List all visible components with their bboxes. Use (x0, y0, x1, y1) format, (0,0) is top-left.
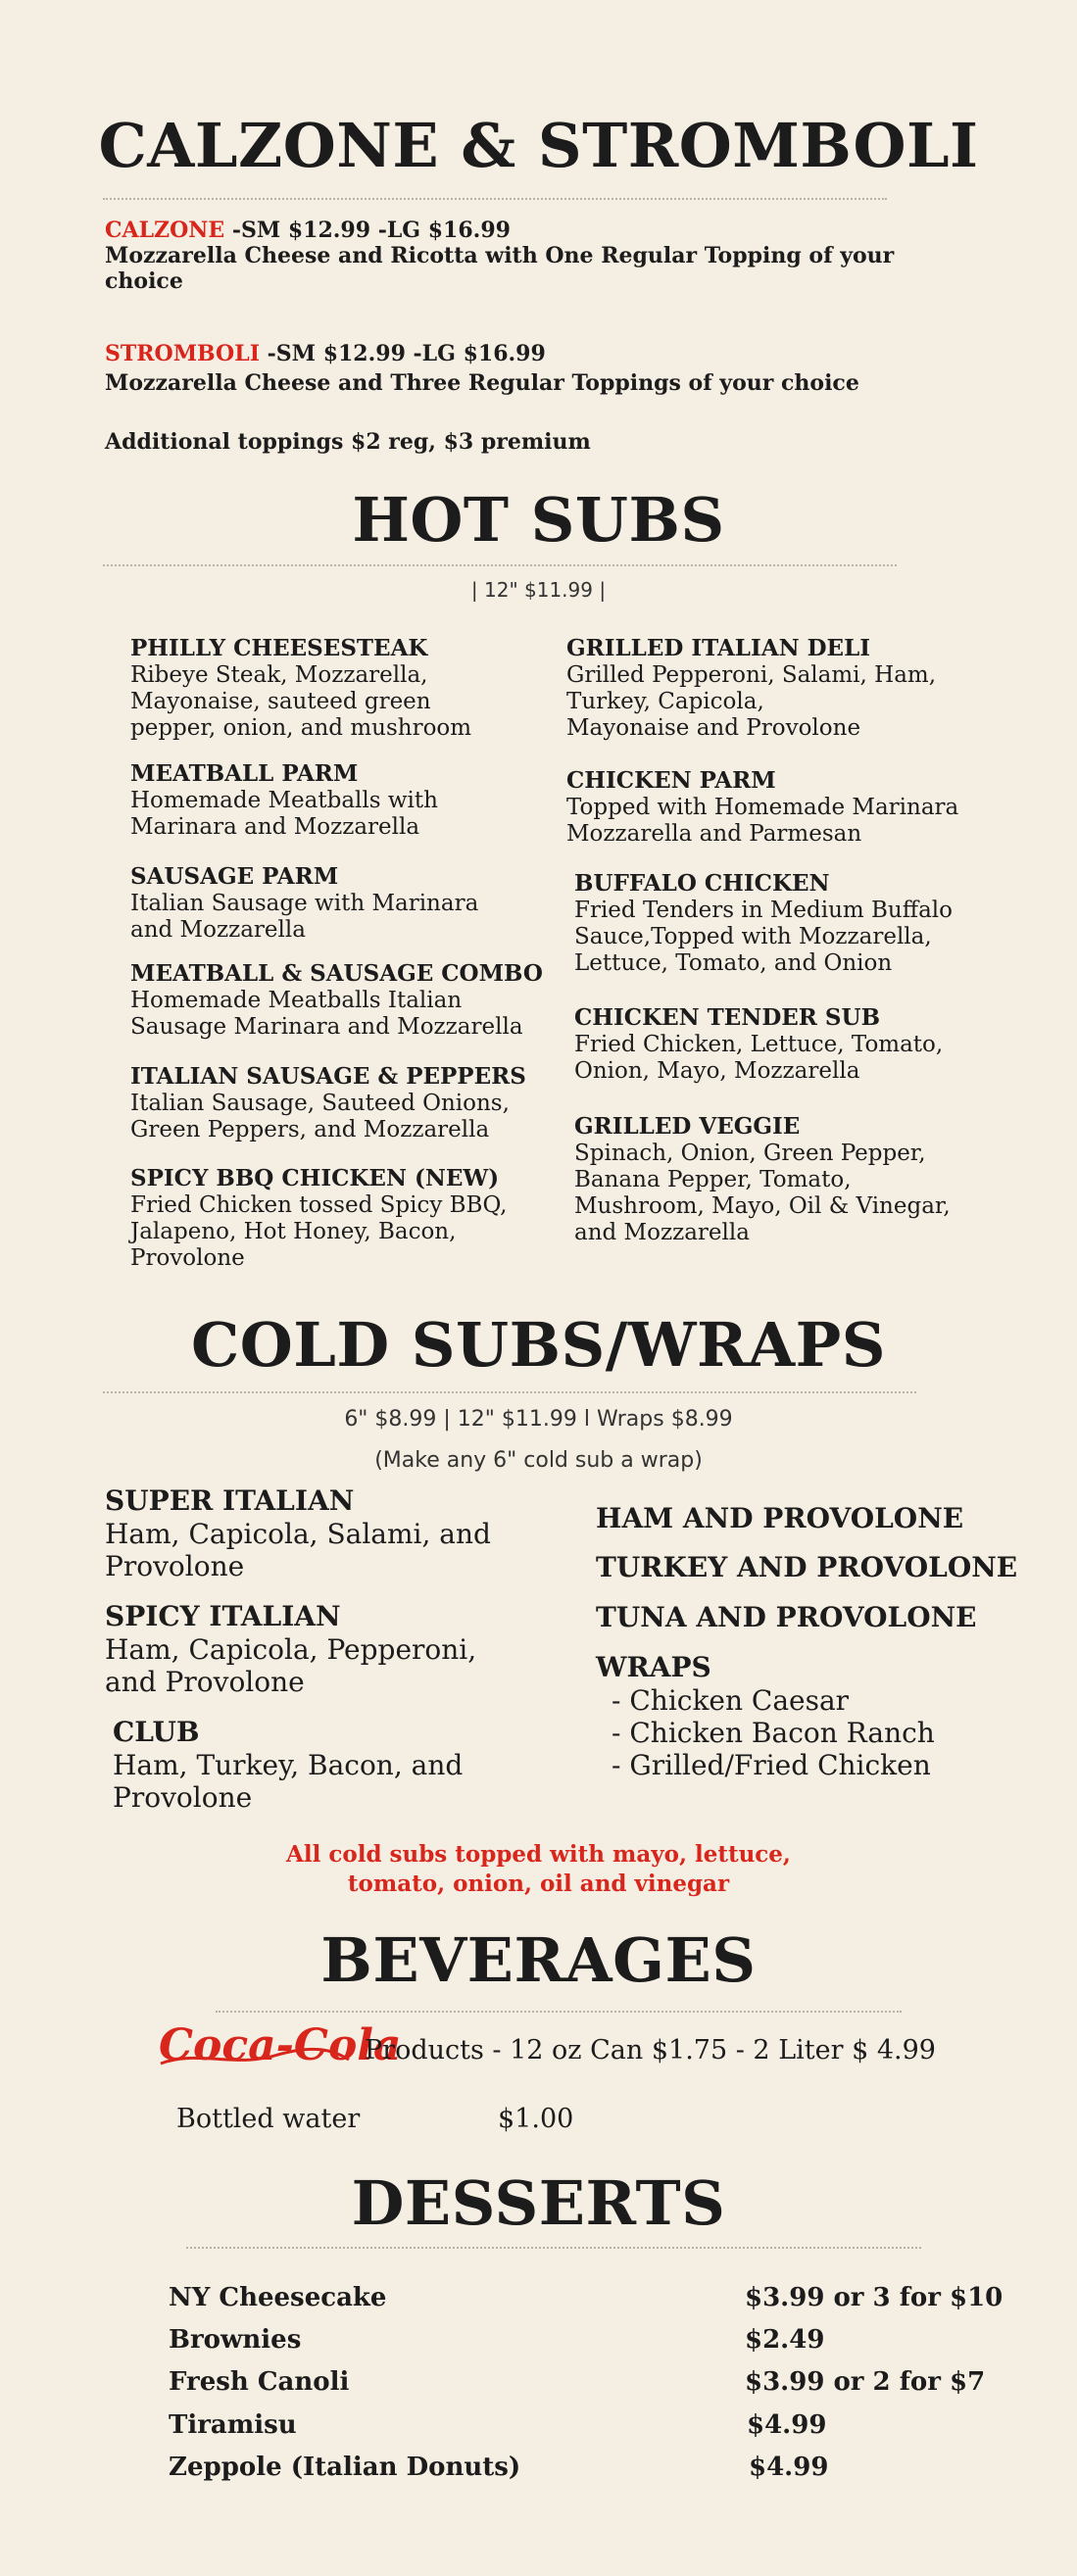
menu-item (113, 1716, 563, 1814)
dessert-price: $4.99 (749, 2453, 829, 2482)
item-title: GRILLED VEGGIE (574, 1113, 801, 1140)
dessert-price: $2.49 (745, 2325, 825, 2355)
calzone-item (105, 218, 987, 294)
item-description: Homemade Meatballs Italian Sausage Marinara and Mozzarella (130, 988, 523, 1040)
stromboli-name: STROMBOLI (105, 341, 260, 366)
item-title: MEATBALL & SAUSAGE COMBO (130, 960, 543, 987)
coca-cola-logo-text: Coca-Cola (159, 2020, 402, 2070)
coca-cola-logo (157, 2020, 402, 2075)
item-description: Ham, Capicola, Salami, and Provolone (105, 1518, 491, 1582)
dessert-price: $3.99 or 3 for $10 (745, 2283, 1004, 2312)
menu-item (130, 863, 562, 944)
item-description: Italian Sausage with Marinara and Mozzarella (130, 891, 479, 943)
item-title: CHICKEN PARM (566, 767, 776, 794)
item-description: Topped with Homemade Marinara Mozzarella and Parmesan (566, 795, 959, 847)
wraps-title: WRAPS (596, 1651, 711, 1683)
desserts-heading: DESSERTS (351, 2167, 726, 2239)
bottled-water-price: $1.00 (498, 2104, 574, 2134)
calzone-price: -SM $12.99 -LG $16.99 (224, 218, 511, 243)
item-description: Spinach, Onion, Green Pepper, Banana Pepper, Tomato, Mushroom, Mayo, Oil & Vinegar, and Mozzarella (574, 1141, 951, 1245)
item-description: Fried Tenders in Medium Buffalo Sauce,Topped with Mozzarella, Lettuce, Tomato, and Onion (574, 898, 954, 976)
wrap-note: (Make any 6" cold sub a wrap) (374, 1448, 703, 1473)
menu-item (574, 1113, 1035, 1246)
item-title: SAUSAGE PARM (130, 863, 339, 890)
menu-item (130, 960, 581, 1041)
section-divider (103, 564, 897, 566)
additional-toppings: Additional toppings $2 reg, $3 premium (105, 429, 591, 455)
item-title: HAM AND PROVOLONE (596, 1502, 964, 1534)
menu-item (130, 760, 562, 841)
item-title: BUFFALO CHICKEN (574, 870, 830, 897)
beverages-heading: BEVERAGES (320, 1924, 757, 1996)
hot-subs-heading: HOT SUBS (352, 484, 725, 556)
item-title: CHICKEN TENDER SUB (574, 1004, 881, 1031)
bottled-water-label: Bottled water (176, 2104, 361, 2134)
stromboli-description: Mozzarella Cheese and Three Regular Toppings of your choice (105, 370, 859, 396)
menu-item (574, 870, 1035, 977)
item-description: Italian Sausage, Sauteed Onions, Green Peppers, and Mozzarella (130, 1091, 510, 1142)
stromboli-price: -SM $12.99 -LG $16.99 (260, 341, 546, 366)
menu-item (130, 1063, 562, 1143)
menu-item (574, 1004, 1035, 1085)
cold-subs-price: 6" $8.99 | 12" $11.99 l Wraps $8.99 (344, 1407, 733, 1432)
stromboli-item (105, 339, 987, 398)
dessert-name: Tiramisu (169, 2410, 297, 2440)
wrap-option: - Chicken Caesar (612, 1684, 850, 1717)
menu-item (130, 635, 562, 742)
wrap-option: - Chicken Bacon Ranch (612, 1717, 935, 1749)
menu-item (566, 767, 1027, 848)
calzone-description: Mozzarella Cheese and Ricotta with One Regular Topping of your choice (105, 243, 895, 294)
section-divider (103, 1391, 916, 1393)
dessert-name: Fresh Canoli (169, 2367, 350, 2397)
item-description: Grilled Pepperoni, Salami, Ham, Turkey, Capicola, Mayonaise and Provolone (566, 662, 937, 741)
calzone-name: CALZONE (105, 218, 225, 243)
dessert-price: $4.99 (747, 2410, 827, 2440)
item-description: Ham, Turkey, Bacon, and Provolone (113, 1749, 464, 1814)
dessert-price: $3.99 or 2 for $7 (745, 2367, 986, 2397)
wrap-option: - Grilled/Fried Chicken (612, 1749, 931, 1781)
menu-item (105, 1484, 556, 1582)
item-title: PHILLY CHEESESTEAK (130, 635, 428, 661)
item-description: Ham, Capicola, Pepperoni, and Provolone (105, 1633, 477, 1698)
section-divider (216, 2011, 902, 2013)
item-description: Fried Chicken tossed Spicy BBQ, Jalapeno, Hot Honey, Bacon, Provolone (130, 1192, 508, 1271)
item-title: GRILLED ITALIAN DELI (566, 635, 871, 661)
item-title: ITALIAN SAUSAGE & PEPPERS (130, 1063, 526, 1090)
beverage-products: Products - 12 oz Can $1.75 - 2 Liter $ 4.99 (365, 2035, 936, 2066)
item-description: Fried Chicken, Lettuce, Tomato, Onion, Mayo, Mozzarella (574, 1032, 944, 1084)
item-title: SPICY ITALIAN (105, 1600, 341, 1632)
cold-subs-note: All cold subs topped with mayo, lettuce, tomato, onion, oil and vinegar (286, 1841, 791, 1897)
item-title: TUNA AND PROVOLONE (596, 1601, 977, 1633)
item-title: CLUB (113, 1716, 200, 1748)
section-divider (186, 2247, 921, 2249)
calzone-stromboli-heading: CALZONE & STROMBOLI (98, 110, 979, 181)
menu-item (130, 1165, 562, 1272)
item-title: TURKEY AND PROVOLONE (596, 1551, 1018, 1583)
item-description: Ribeye Steak, Mozzarella, Mayonaise, sauteed green pepper, onion, and mushroom (130, 662, 472, 741)
coca-cola-logo-graphic (157, 2020, 402, 2075)
item-title: SUPER ITALIAN (105, 1484, 355, 1517)
menu-item (105, 1600, 556, 1698)
cold-subs-heading: COLD SUBS/WRAPS (190, 1309, 887, 1381)
dessert-name: Zeppole (Italian Donuts) (169, 2453, 521, 2482)
dessert-name: Brownies (169, 2325, 302, 2355)
item-title: MEATBALL PARM (130, 760, 359, 787)
dessert-name: NY Cheesecake (169, 2283, 387, 2312)
item-title: SPICY BBQ CHICKEN (NEW) (130, 1165, 500, 1191)
hot-subs-price: | 12" $11.99 | (470, 578, 607, 602)
menu-item (566, 635, 1027, 742)
item-description: Homemade Meatballs with Marinara and Mozzarella (130, 788, 438, 840)
section-divider (103, 198, 887, 200)
